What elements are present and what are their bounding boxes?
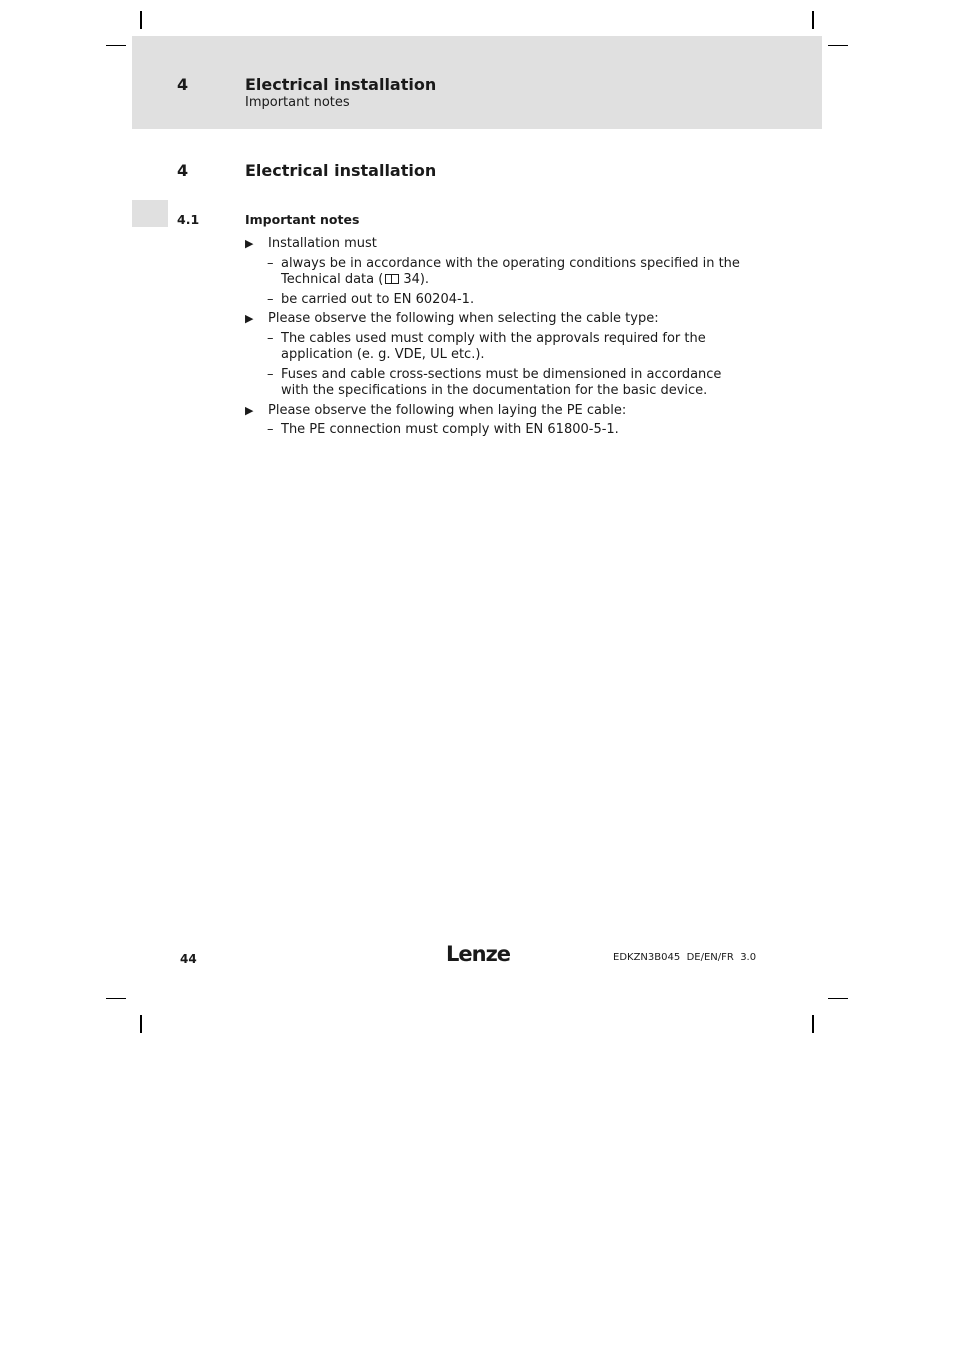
- arrow-right-icon: ▶: [245, 403, 254, 417]
- arrow-right-icon: ▶: [245, 312, 254, 325]
- bullet-item: [245, 236, 745, 253]
- crop-mark-bottom-right-h: [828, 998, 848, 999]
- dash-icon: –: [267, 366, 274, 382]
- dash-item: [245, 367, 745, 400]
- crop-mark-top-left-v: [140, 11, 142, 29]
- lenze-logo: Lenze: [446, 942, 511, 966]
- section-title: Electrical installation: [245, 161, 437, 180]
- dash-text: be carried out to EN 60204-1.: [281, 291, 475, 307]
- header-subtitle: Important notes: [245, 95, 350, 110]
- dash-item: [245, 422, 745, 439]
- bullet-item: [245, 403, 745, 420]
- header-band: [132, 36, 822, 129]
- header-chapter-number: 4: [177, 75, 189, 94]
- dash-item: [245, 331, 745, 364]
- subsection-number: 4.1: [177, 212, 200, 227]
- crop-mark-bottom-left-h: [106, 998, 126, 999]
- crop-mark-bottom-right-v: [812, 1015, 814, 1033]
- dash-icon: –: [267, 330, 274, 346]
- dash-text: Fuses and cable cross-sections must be dimensioned in accordance with the specifications in the documentation for the basic device.: [281, 366, 722, 398]
- crop-mark-bottom-left-v: [140, 1015, 142, 1033]
- dash-text: The cables used must comply with the approvals required for the application (e. g. VDE, UL etc.).: [281, 330, 706, 362]
- document-id: EDKZN3B045 DE/EN/FR 3.0: [613, 952, 757, 963]
- dash-text-before: always be in accordance with the operating conditions specified in the Technical data (: [281, 255, 740, 287]
- page-number: 44: [180, 952, 197, 966]
- dash-item: [245, 256, 745, 289]
- bullet-text: Installation must: [268, 236, 377, 251]
- dash-icon: –: [267, 291, 274, 307]
- bullet-item: [245, 311, 745, 328]
- page-reference[interactable]: 34: [403, 272, 420, 287]
- dash-text-after: ).: [419, 272, 430, 287]
- dash-text: The PE connection must comply with EN 61800-5-1.: [281, 422, 619, 437]
- notes-content: [245, 236, 745, 442]
- book-reference-icon: [385, 274, 399, 284]
- dash-icon: –: [267, 255, 274, 271]
- crop-mark-top-left-h: [106, 45, 126, 46]
- section-number: 4: [177, 161, 189, 180]
- chapter-tab-marker: [132, 200, 168, 227]
- subsection-title: Important notes: [245, 212, 360, 227]
- crop-mark-top-right-h: [828, 45, 848, 46]
- bullet-text: Please observe the following when selecting the cable type:: [268, 311, 659, 326]
- bullet-text: Please observe the following when laying the PE cable:: [268, 402, 627, 418]
- crop-mark-top-right-v: [812, 11, 814, 29]
- header-chapter-title: Electrical installation: [245, 75, 437, 94]
- dash-item: [245, 292, 745, 309]
- dash-icon: –: [267, 422, 274, 437]
- arrow-right-icon: ▶: [245, 237, 254, 250]
